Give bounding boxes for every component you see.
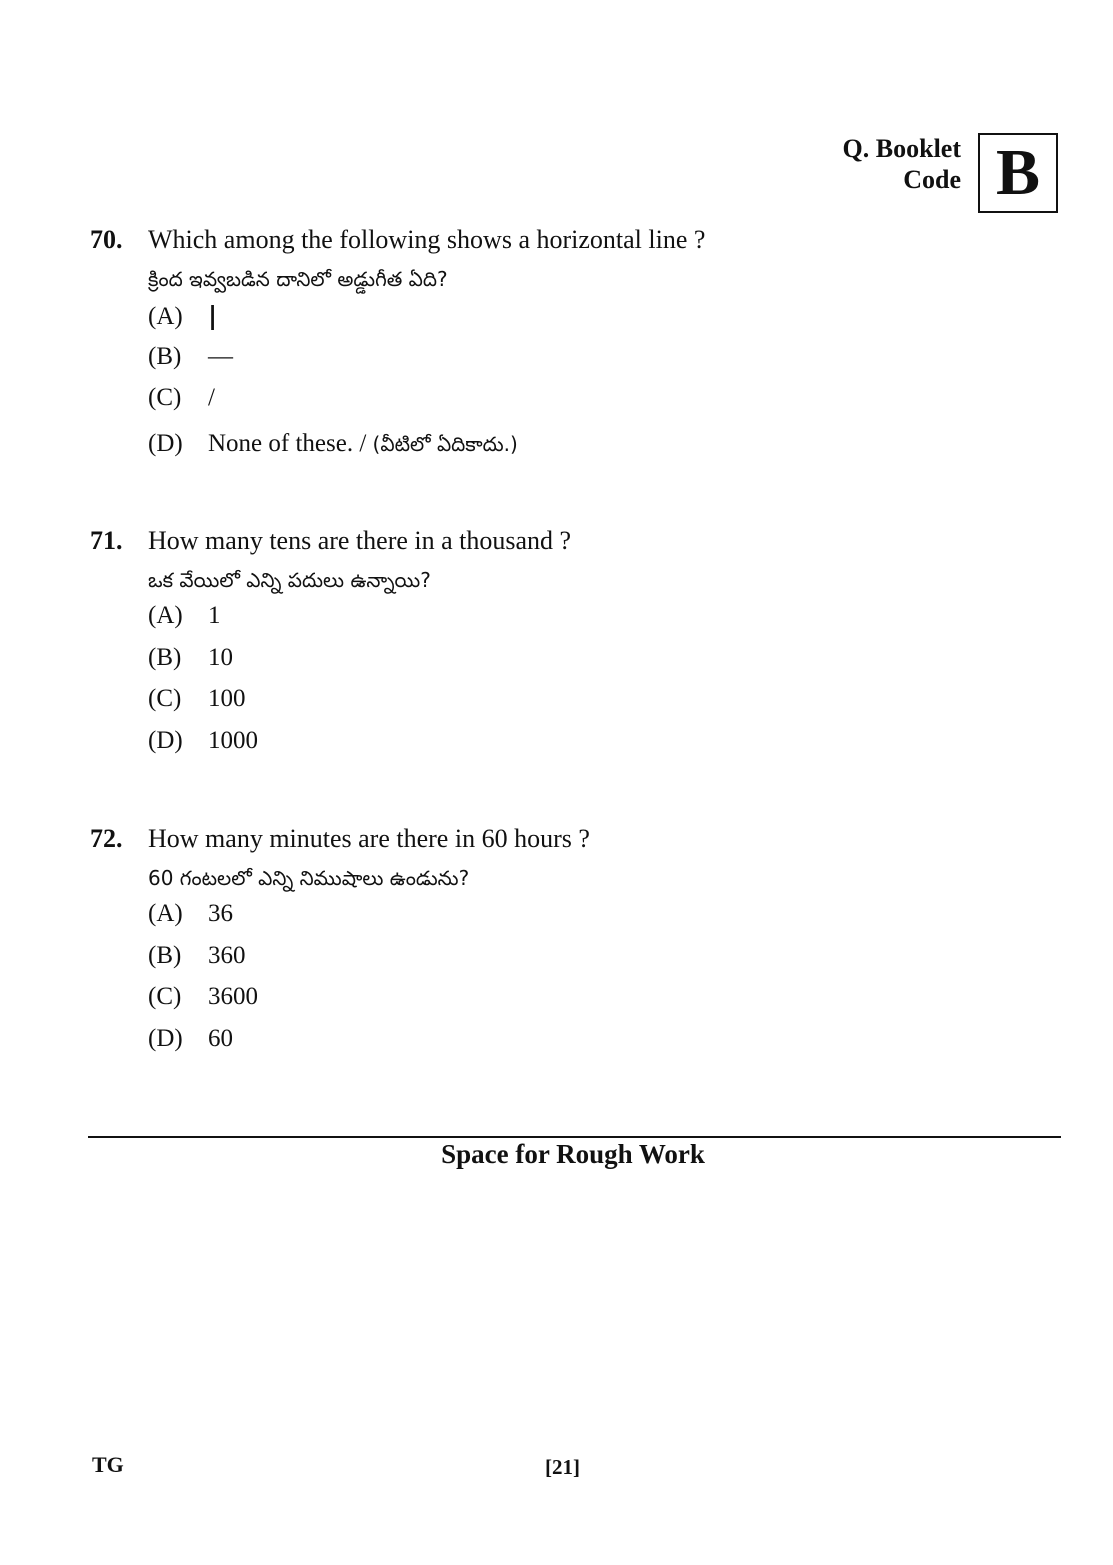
option-d[interactable]	[148, 430, 990, 472]
question-number: 71.	[90, 526, 123, 555]
option-letter: (A)	[148, 303, 183, 330]
option-text: —	[208, 342, 233, 370]
question-number: 70.	[90, 225, 123, 254]
question-text-telugu: 60 గంటలలో ఎన్ని నిముషాలు ఉండును?	[148, 866, 470, 890]
question-stem	[90, 225, 990, 259]
question-stem	[90, 526, 990, 560]
booklet-code-label	[843, 133, 961, 195]
rough-work-divider	[88, 1136, 1061, 1138]
option-text: 10	[208, 643, 233, 671]
option-text: 36	[208, 900, 233, 927]
booklet-label-line2: Code	[903, 165, 961, 194]
option-b[interactable]	[148, 644, 990, 686]
option-text: 100	[208, 685, 246, 712]
option-letter: (C)	[148, 983, 182, 1010]
question-71	[90, 526, 990, 768]
option-list	[148, 602, 990, 768]
option-text: /	[208, 384, 215, 411]
option-text-telugu: (వీటిలో ఏదికాదు.)	[372, 431, 518, 456]
option-letter: (C)	[148, 685, 182, 712]
booklet-label-line1: Q. Booklet	[842, 134, 961, 163]
option-c[interactable]	[148, 983, 990, 1025]
option-letter: (D)	[148, 429, 183, 457]
question-72	[90, 824, 990, 1066]
option-list	[148, 900, 990, 1066]
option-letter: (B)	[148, 342, 182, 370]
question-text: Which among the following shows a horizontal line ?	[148, 225, 706, 254]
option-d[interactable]	[148, 727, 990, 769]
page-number: [21]	[545, 1455, 580, 1479]
option-text: 1000	[208, 726, 258, 754]
option-d[interactable]	[148, 1025, 990, 1067]
option-a[interactable]	[148, 602, 990, 644]
option-letter: (C)	[148, 384, 182, 411]
question-stem	[90, 824, 990, 858]
option-letter: (D)	[148, 726, 183, 754]
option-letter: (B)	[148, 643, 182, 671]
option-text: 360	[208, 941, 246, 969]
option-text: 3600	[208, 983, 258, 1010]
option-list	[148, 301, 990, 471]
question-text: How many tens are there in a thousand ?	[148, 526, 572, 555]
option-b[interactable]	[148, 343, 990, 385]
option-a[interactable]	[148, 900, 990, 942]
option-text: 60	[208, 1024, 233, 1052]
option-letter: (A)	[148, 602, 183, 629]
rough-work-title: Space for Rough Work	[441, 1139, 705, 1169]
question-70	[90, 225, 990, 471]
question-text-telugu: క్రింద ఇవ్వబడిన దానిలో అడ్డుగీత ఏది?	[148, 267, 448, 291]
option-c[interactable]	[148, 384, 990, 426]
question-text-telugu: ఒక వేయిలో ఎన్ని పదులు ఉన్నాయి?	[148, 568, 431, 592]
option-letter: (B)	[148, 941, 182, 969]
option-letter: (A)	[148, 900, 183, 927]
option-b[interactable]	[148, 942, 990, 984]
option-text: 1	[208, 602, 221, 629]
question-number: 72.	[90, 824, 123, 853]
option-text: None of these. /	[208, 429, 367, 457]
question-text: How many minutes are there in 60 hours ?	[148, 824, 590, 853]
option-text: |	[208, 301, 218, 330]
option-text-wrap	[208, 430, 990, 461]
footer-code: TG	[92, 1452, 124, 1477]
option-c[interactable]	[148, 685, 990, 727]
option-letter: (D)	[148, 1024, 183, 1052]
booklet-code-box: B	[978, 133, 1058, 213]
option-a[interactable]	[148, 301, 990, 343]
